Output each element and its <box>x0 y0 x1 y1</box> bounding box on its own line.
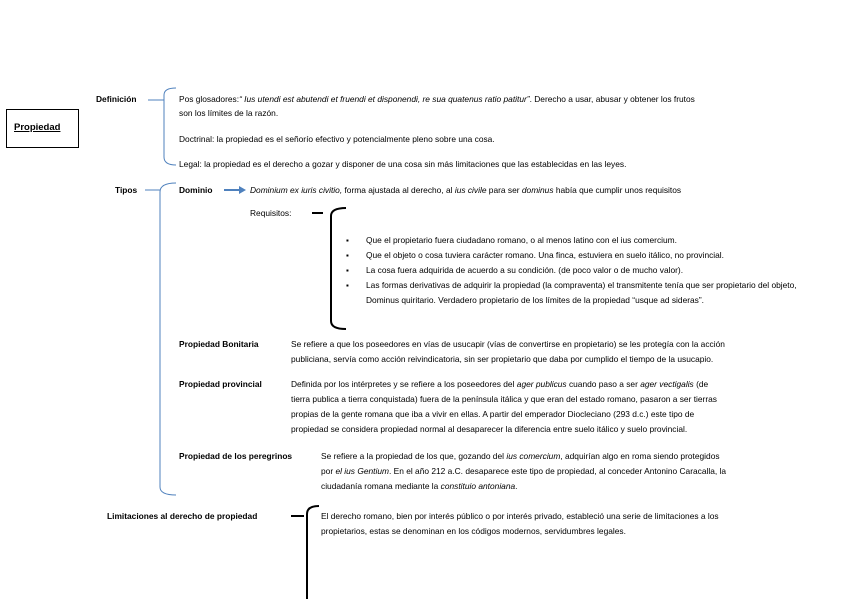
list-item: ▪ Las formas derivativas de adquirir la propiedad (la compraventa) el transmitente tenía que ser propietario del objeto, Dominus quiritario. Verdadero propietario de los límites de la propiedad “usque ad sideras”. <box>356 278 806 308</box>
provincial-label: Propiedad provincial <box>179 379 262 389</box>
title-box <box>6 109 79 148</box>
limitaciones-label: Limitaciones al derecho de propiedad <box>107 511 258 521</box>
provincial-l1d: ager vectigalis <box>640 379 694 389</box>
dominio-text-italic2: ius civile <box>454 185 487 195</box>
peregrinos-l2b: el ius Gentium <box>335 466 389 476</box>
peregrinos-l1b: ius comercium <box>506 451 561 461</box>
peregrinos-line2 <box>321 464 726 479</box>
list-item: ▪ La cosa fuera adquirida de acuerdo a su condición. (de poco valor o de mucho valor). <box>356 263 806 278</box>
definicion-glosadores-line2: son los límites de la razón. <box>179 108 279 118</box>
bonitaria-line1: Se refiere a que los poseedores en vías de usucapir (vías de convertirse en propietario) se les protegía con la acción <box>291 339 725 349</box>
dominio-text-mid2: para ser <box>486 185 522 195</box>
peregrinos-l1c: , adquirían algo en roma siendo protegidos <box>560 451 720 461</box>
requisitos-list <box>356 233 806 308</box>
limitaciones-line1: El derecho romano, bien por interés público o por interés privado, estableció una serie de limitaciones a los <box>321 511 719 521</box>
arrow-right-icon <box>224 186 246 194</box>
peregrinos-l3b: constituio antoniana <box>440 481 516 491</box>
dominio-label: Dominio <box>179 185 213 195</box>
dominio-text <box>250 183 681 198</box>
peregrinos-l2a: por <box>321 466 336 476</box>
dominio-text-mid: forma ajustada al derecho, al <box>342 185 455 195</box>
dominio-text-italic3: dominus <box>521 185 554 195</box>
peregrinos-l1a: Se refiere a la propiedad de los que, gozando del <box>321 451 507 461</box>
definicion-glosadores <box>179 92 695 107</box>
peregrinos-line1 <box>321 449 720 464</box>
dominio-text-italic1: Dominium ex iuris civitio, <box>250 185 343 195</box>
glosadores-prefix: Pos glosadores: <box>179 94 240 104</box>
definicion-bracket <box>164 88 176 165</box>
tipos-label: Tipos <box>115 185 138 195</box>
provincial-line4: propiedad se considera propiedad normal al desaparecer la diferencia entre suelo itálico y suelo provincial. <box>291 424 688 434</box>
peregrinos-l3c: . <box>515 481 518 491</box>
provincial-line2: tierra publica a tierra conquistada) fuera de la península itálica y que eran del estado romano, pasaron a ser tierras <box>291 394 717 404</box>
provincial-line1 <box>291 377 708 392</box>
tipos-bracket <box>160 183 176 495</box>
definicion-label: Definición <box>96 94 137 104</box>
peregrinos-label: Propiedad de los peregrinos <box>179 451 293 461</box>
glosadores-quote: “ Ius utendi est abutendi et fruendi et disponendi, re sua quatenus ratio patitur” <box>239 94 530 104</box>
peregrinos-line3 <box>321 479 517 494</box>
bonitaria-line2: publiciana, servía como acción reivindicatoria, sin ser propietario que daba por cumplido el tiempo de la usucapio. <box>291 354 714 364</box>
page-title: Propiedad <box>14 122 61 133</box>
requisitos-bracket <box>331 208 346 329</box>
definicion-legal: Legal: la propiedad es el derecho a gozar y disponer de una cosa sin más limitaciones que las establecidas en las leyes. <box>179 159 627 169</box>
provincial-line3: propias de la gente romana que iba a vivir en ellas. A partir del emperador Diocleciano (293 d.c.) este tipo de <box>291 409 695 419</box>
glosadores-suffix: . Derecho a usar, abusar y obtener los frutos <box>529 94 695 104</box>
dominio-text-end: había que cumplir unos requisitos <box>553 185 682 195</box>
provincial-l1b: ager publicus <box>516 379 567 389</box>
list-item: ▪ Que el propietario fuera ciudadano romano, o al menos latino con el ius comercium. <box>356 233 806 248</box>
requisitos-label: Requisitos: <box>250 208 292 218</box>
definicion-doctrinal: Doctrinal: la propiedad es el señorío efectivo y potencialmente pleno sobre una cosa. <box>179 134 495 144</box>
limitaciones-line2: propietarios, estas se denominan en los códigos modernos, servidumbres legales. <box>321 526 626 536</box>
provincial-l1e: (de <box>693 379 709 389</box>
provincial-l1c: cuando paso a ser <box>566 379 641 389</box>
list-item: ▪ Que el objeto o cosa tuviera carácter romano. Una finca, estuviera en suelo itálico, no provincial. <box>356 248 806 263</box>
provincial-l1a: Definida por los intérpretes y se refiere a los poseedores del <box>291 379 517 389</box>
limitaciones-bracket <box>307 506 319 599</box>
bonitaria-label: Propiedad Bonitaria <box>179 339 259 349</box>
peregrinos-l2c: . En el año 212 a.C. desaparece este tipo de propiedad, al conceder Antonino Caracalla, la <box>388 466 727 476</box>
peregrinos-l3a: ciudadanía romana mediante la <box>321 481 441 491</box>
